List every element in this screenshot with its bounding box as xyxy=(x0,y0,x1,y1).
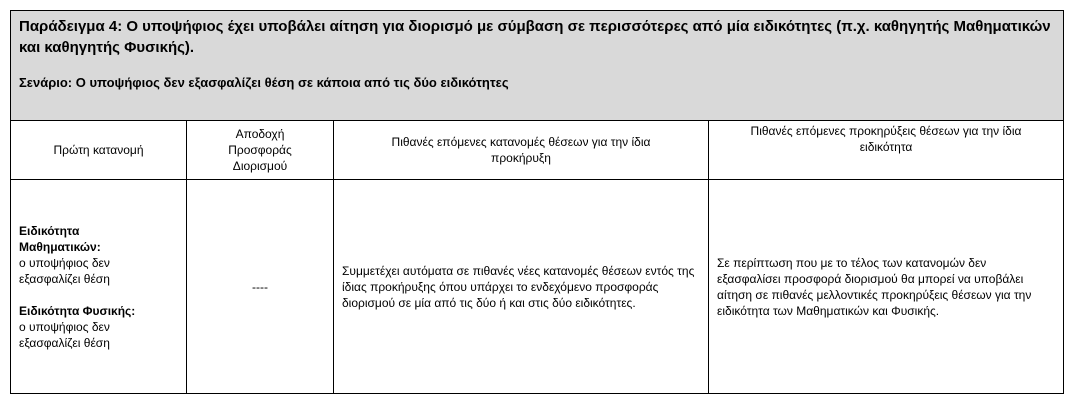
first-allocation-cell xyxy=(11,180,187,394)
scenario-text: Σενάριο: Ο υποψήφιος δεν εξασφαλίζει θέση σε κάποια από τις δύο ειδικότητες xyxy=(19,75,509,90)
example-table xyxy=(10,10,1064,394)
physics-specialty-text: ο υποψήφιος δεν εξασφαλίζει θέση xyxy=(19,319,110,350)
example-title: Παράδειγμα 4: Ο υποψήφιος έχει υποβάλει αίτηση για διορισμό με σύμβαση σε περισσότερες από μία ειδικότητες (π.χ. καθηγητής Μαθηματικών και καθηγητής Φυσικής). xyxy=(19,18,1051,56)
next-allocations-cell: Συμμετέχει αυτόματα σε πιθανές νέες κατανομές θέσεων εντός της ίδιας προκήρυξης όπου υπάρχει το ενδεχόμενο προσφοράς διορισμού σε μία από τις δύο ή και στις δύο ειδικότητες. xyxy=(334,180,709,394)
physics-specialty-label: Ειδικότητα Φυσικής: xyxy=(19,303,136,318)
header-first-allocation: Πρώτη κατανομή xyxy=(11,121,187,180)
table-row xyxy=(11,180,1064,394)
header-next-allocations: Πιθανές επόμενες κατανομές θέσεων για την ίδια προκήρυξη xyxy=(334,121,709,180)
header-next-announcements: Πιθανές επόμενες προκηρύξεις θέσεων για την ίδια ειδικότητα xyxy=(709,121,1064,180)
math-specialty-text: ο υποψήφιος δεν εξασφαλίζει θέση xyxy=(19,255,110,286)
title-cell xyxy=(11,11,1064,121)
title-row xyxy=(11,11,1064,121)
header-row xyxy=(11,121,1064,180)
math-specialty-label: Ειδικότητα Μαθηματικών: xyxy=(19,223,101,254)
next-announcements-cell: Σε περίπτωση που με το τέλος των κατανομών δεν εξασφαλίσει προσφορά διορισμού θα μπορεί να υποβάλει αίτηση σε πιθανές μελλοντικές προκηρύξεις θέσεων για την ειδικότητα των Μαθηματικών και Φυσικής. xyxy=(709,180,1064,394)
header-acceptance: Αποδοχή Προσφοράς Διορισμού xyxy=(187,121,334,180)
spacer xyxy=(19,287,186,303)
acceptance-cell: ---- xyxy=(187,180,334,394)
